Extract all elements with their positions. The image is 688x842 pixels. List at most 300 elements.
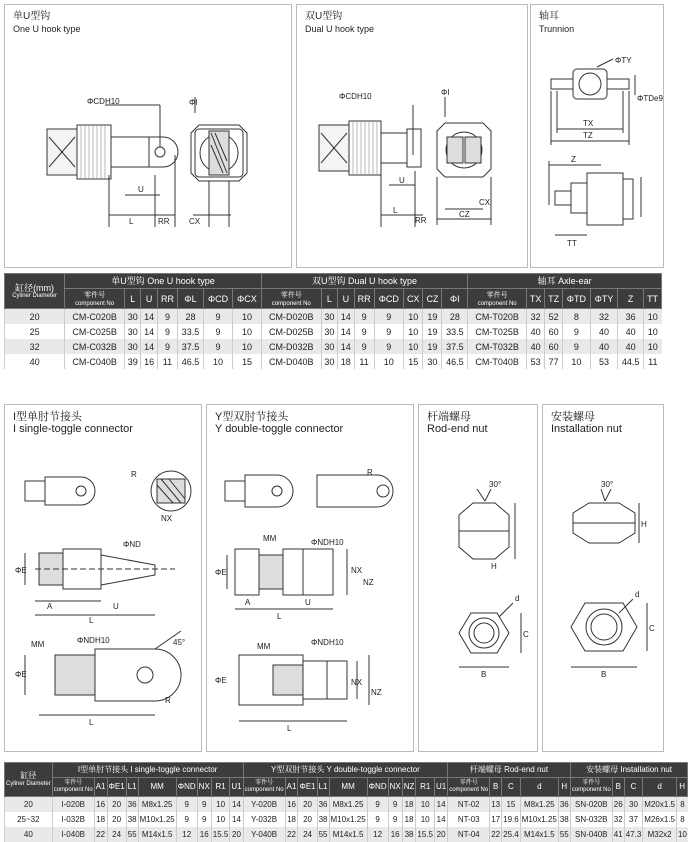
table-cell: 9: [354, 339, 374, 354]
table-cell: CM-D032B: [261, 339, 321, 354]
col-header: MM: [329, 778, 367, 797]
table-cell: 10: [416, 812, 435, 827]
ndh2-label: ΦNDH10: [311, 638, 344, 647]
table-cell: M20x1.5: [643, 797, 677, 813]
table-cell: 9: [562, 324, 590, 339]
nx-label: NX: [351, 566, 363, 575]
deg-label: 30°: [489, 480, 502, 489]
table-cell: 40: [590, 324, 617, 339]
table-cell: 40: [526, 339, 544, 354]
table-cell: 14: [141, 324, 157, 339]
bore-cell: 40: [5, 827, 53, 842]
table-cell: M10x1.25: [138, 812, 176, 827]
table-cell: 16: [141, 354, 157, 369]
table-row: [5, 797, 688, 813]
table-cell: 10: [211, 797, 230, 813]
col-header: B: [490, 778, 502, 797]
y-double-toggle-drawing: [207, 405, 413, 751]
table-cell: 13: [490, 797, 502, 813]
d-label: d: [635, 590, 640, 599]
table-cell: 14: [141, 339, 157, 354]
part-no-header: 零件号 component No: [448, 778, 490, 797]
tt-label: TT: [567, 239, 577, 248]
table-cell: 10: [211, 812, 230, 827]
col-header: U: [141, 289, 157, 309]
col-header: ΦCD: [374, 289, 403, 309]
bore-cell: 25: [5, 324, 65, 339]
table-cell: 9: [176, 812, 197, 827]
table-cell: SN-020B: [570, 797, 612, 813]
table-cell: 32: [612, 812, 624, 827]
table-cell: 9: [197, 797, 211, 813]
installation-nut-drawing: [543, 405, 663, 751]
panel-rod-end-nut: [418, 404, 538, 752]
table-cell: 30: [125, 339, 141, 354]
col-header: NX: [388, 778, 402, 797]
table-cell: 9: [562, 339, 590, 354]
col-header: d: [643, 778, 677, 797]
nz-label: NZ: [363, 578, 374, 587]
table-cell: 60: [545, 339, 563, 354]
mm-label: MM: [263, 534, 277, 543]
group-header: Y型双肘节接头 Y double-toggle connector: [243, 763, 448, 778]
phi-l-label: ΦI: [441, 88, 450, 97]
table-cell: NT-02: [448, 797, 490, 813]
table-cell: CM-D025B: [261, 324, 321, 339]
table-cell: 8: [676, 797, 687, 813]
table-cell: 9: [388, 812, 402, 827]
table-cell: 55: [126, 827, 138, 842]
table-cell: 41: [612, 827, 624, 842]
panel-title-en: Trunnion: [539, 24, 575, 34]
bore-cell: 40: [5, 354, 65, 369]
col-header: NX: [197, 778, 211, 797]
table-cell: SN-032B: [570, 812, 612, 827]
table-cell: Y-040B: [243, 827, 285, 842]
cx-label: CX: [189, 217, 201, 226]
table-cell: 19: [423, 324, 442, 339]
col-header: CZ: [423, 289, 442, 309]
c-label: C: [649, 624, 655, 633]
table-cell: 22: [490, 827, 502, 842]
table-cell: 37.5: [178, 339, 204, 354]
col-header: L: [125, 289, 141, 309]
angle-label: 45°: [173, 638, 186, 647]
group-header: 双U型钩 Dual U hook type: [261, 274, 468, 289]
part-no-header: 零件号 component No: [243, 778, 285, 797]
col-header: A1: [94, 778, 107, 797]
table-cell: 10: [233, 324, 262, 339]
col-header: d: [520, 778, 558, 797]
table-cell: 10: [203, 354, 232, 369]
table-cell: 10: [644, 324, 662, 339]
table-cell: 52: [545, 309, 563, 325]
table-cell: 33.5: [442, 324, 468, 339]
table-cell: M26x1.5: [643, 812, 677, 827]
table-cell: 9: [354, 324, 374, 339]
b-label: B: [601, 670, 607, 679]
table-cell: Y-020B: [243, 797, 285, 813]
mm2-label: MM: [257, 642, 271, 651]
table-cell: 14: [141, 309, 157, 325]
dual-u-hook-drawing: [297, 5, 527, 267]
table-cell: CM-C025B: [65, 324, 125, 339]
col-header: ΦE1: [107, 778, 126, 797]
table-cell: 11: [354, 354, 374, 369]
panel-title-en: Y double-toggle connector: [215, 423, 344, 435]
col-header: C: [624, 778, 643, 797]
table-cell: 30: [624, 797, 643, 813]
panel-trunnion: [530, 4, 664, 268]
table-cell: 18: [402, 797, 416, 813]
col-header: ΦCX: [233, 289, 262, 309]
table-cell: M32x2: [643, 827, 677, 842]
table-cell: 38: [317, 812, 329, 827]
panel-title-en: Rod-end nut: [427, 423, 488, 435]
table-cell: 15: [403, 354, 423, 369]
h-label: H: [641, 520, 647, 529]
col-header: U1: [230, 778, 243, 797]
e2-label: ΦE: [215, 676, 227, 685]
table-cell: 9: [197, 812, 211, 827]
table-cell: 30: [321, 339, 337, 354]
table-cell: 8: [562, 309, 590, 325]
table-cell: 32: [590, 309, 617, 325]
table-cell: 40: [526, 324, 544, 339]
table-cell: 15.5: [211, 827, 230, 842]
col-header: RR: [157, 289, 177, 309]
table-cell: M8x1.25: [329, 797, 367, 813]
part-no-header: 零件号 component No: [52, 778, 94, 797]
table-cell: 33.5: [178, 324, 204, 339]
table-cell: 40: [618, 339, 644, 354]
b-label: B: [481, 670, 487, 679]
ndh-label: ΦNDH10: [311, 538, 344, 547]
a-label: A: [47, 602, 53, 611]
spec-table-hooks: [4, 273, 662, 369]
table-cell: 15: [502, 797, 521, 813]
table-cell: 18: [94, 812, 107, 827]
table-cell: 55: [317, 827, 329, 842]
table-cell: 22: [285, 827, 298, 842]
table-cell: 17: [490, 812, 502, 827]
table-cell: 19.6: [502, 812, 521, 827]
table-cell: 14: [338, 324, 354, 339]
u-label: U: [305, 598, 311, 607]
table-cell: 77: [545, 354, 563, 369]
part-no-header: 零件号 component No: [65, 289, 125, 309]
bore-header: 缸径 Cyliner Diameter: [5, 763, 53, 797]
table-cell: 9: [176, 797, 197, 813]
table-cell: 32: [526, 309, 544, 325]
r2-label: R: [165, 696, 171, 705]
bore-header: 缸径(mm) Cyliner Diameter: [5, 274, 65, 309]
table-cell: CM-D020B: [261, 309, 321, 325]
table-cell: 9: [388, 797, 402, 813]
table-cell: 40: [590, 339, 617, 354]
table-cell: CM-D040B: [261, 354, 321, 369]
col-header: CX: [403, 289, 423, 309]
table-cell: M10x1.25: [520, 812, 558, 827]
col-header: ΦI: [442, 289, 468, 309]
table-cell: 28: [178, 309, 204, 325]
cz-label: CZ: [459, 210, 470, 219]
table-cell: 47.3: [624, 827, 643, 842]
table-cell: 16: [94, 797, 107, 813]
table-cell: CM-T025B: [468, 324, 527, 339]
table-cell: 38: [558, 812, 570, 827]
table-cell: 11: [644, 354, 662, 369]
bore-cell: 20: [5, 797, 53, 813]
cdh-label: ΦCDH10: [87, 97, 120, 106]
table-cell: 30: [125, 324, 141, 339]
table-cell: 9: [203, 339, 232, 354]
table-cell: 18: [338, 354, 354, 369]
table-cell: 9: [354, 309, 374, 325]
table-cell: 10: [403, 309, 423, 325]
table-cell: 28: [442, 309, 468, 325]
table-cell: 36: [618, 309, 644, 325]
table-cell: 20: [298, 797, 317, 813]
l-label: L: [393, 206, 398, 215]
table-cell: 9: [203, 324, 232, 339]
panel-i-single-toggle: [4, 404, 202, 752]
table-cell: 22: [94, 827, 107, 842]
mm-label: MM: [31, 640, 45, 649]
table-cell: 30: [423, 354, 442, 369]
table-cell: 19: [423, 339, 442, 354]
table-cell: I-032B: [52, 812, 94, 827]
panel-title-cn: 单U型钩: [13, 11, 51, 22]
group-header: 轴耳 Axle-ear: [468, 274, 662, 289]
col-header: RR: [354, 289, 374, 309]
table-cell: CM-C020B: [65, 309, 125, 325]
table-cell: 10: [676, 827, 687, 842]
col-header: H: [676, 778, 687, 797]
table-cell: 39: [125, 354, 141, 369]
table-cell: 15: [233, 354, 262, 369]
panel-title-en: Installation nut: [551, 423, 622, 435]
table-cell: M14x1.5: [329, 827, 367, 842]
table-cell: 9: [367, 812, 388, 827]
col-header: B: [612, 778, 624, 797]
col-header: ΦL: [178, 289, 204, 309]
table-cell: 16: [197, 827, 211, 842]
deg-label: 30°: [601, 480, 614, 489]
l-label: L: [129, 217, 134, 226]
d-label: d: [515, 594, 520, 603]
table-cell: 20: [298, 812, 317, 827]
cdh-label: ΦCDH10: [339, 92, 372, 101]
col-header: Z: [618, 289, 644, 309]
table-cell: 53: [526, 354, 544, 369]
table-cell: 18: [402, 812, 416, 827]
panel-title-cn: Y型双肘节接头: [215, 411, 289, 423]
one-u-hook-drawing: [5, 5, 291, 267]
c-label: C: [523, 630, 529, 639]
table-cell: 37: [624, 812, 643, 827]
col-header: L1: [126, 778, 138, 797]
l-label: L: [89, 616, 94, 625]
table-cell: 20: [434, 827, 447, 842]
table-cell: 15.5: [416, 827, 435, 842]
table-cell: 9: [374, 339, 403, 354]
table-cell: 9: [367, 797, 388, 813]
table-row: [5, 309, 662, 325]
col-header: A1: [285, 778, 298, 797]
table-cell: 9: [157, 309, 177, 325]
phi-l-label: ΦI: [189, 98, 198, 107]
part-no-header: 零件号 component No: [570, 778, 612, 797]
table-cell: NT-03: [448, 812, 490, 827]
ty-label: ΦTY: [615, 56, 632, 65]
table-cell: M10x1.25: [329, 812, 367, 827]
table-cell: 53: [590, 354, 617, 369]
table-cell: 14: [338, 309, 354, 325]
l-label: L: [277, 612, 282, 621]
table-cell: CM-T040B: [468, 354, 527, 369]
table-cell: 14: [338, 339, 354, 354]
table-cell: 10: [233, 309, 262, 325]
table-cell: 10: [562, 354, 590, 369]
panel-one-u-hook: [4, 4, 292, 268]
panel-title-cn: 杆端螺母: [427, 411, 471, 423]
ndh-label: ΦNDH10: [77, 636, 110, 645]
e2-label: ΦE: [15, 670, 27, 679]
table-cell: 55: [558, 827, 570, 842]
col-header: C: [502, 778, 521, 797]
panel-installation-nut: [542, 404, 664, 752]
table-cell: 10: [644, 339, 662, 354]
l2-label: L: [89, 718, 94, 727]
table-cell: CM-T020B: [468, 309, 527, 325]
table-cell: 19: [423, 309, 442, 325]
rr-label: RR: [415, 216, 427, 225]
bore-cell: 20: [5, 309, 65, 325]
table-cell: 24: [298, 827, 317, 842]
col-header: TX: [526, 289, 544, 309]
table-cell: NT-04: [448, 827, 490, 842]
col-header: U: [338, 289, 354, 309]
table-cell: I-040B: [52, 827, 94, 842]
table-cell: 10: [233, 339, 262, 354]
table-cell: 14: [434, 797, 447, 813]
table-cell: 18: [285, 812, 298, 827]
table-cell: 30: [321, 324, 337, 339]
col-header: H: [558, 778, 570, 797]
nx-label: NX: [161, 514, 173, 523]
table-row: [5, 354, 662, 369]
col-header: U1: [434, 778, 447, 797]
panel-title-en: One U hook type: [13, 24, 81, 34]
table-cell: 24: [107, 827, 126, 842]
col-header: R1: [416, 778, 435, 797]
col-header: L: [321, 289, 337, 309]
cx-label: CX: [479, 198, 491, 207]
table-cell: 11: [157, 354, 177, 369]
group-header: 杆端螺母 Rod-end nut: [448, 763, 571, 778]
u-label: U: [113, 602, 119, 611]
table-cell: 30: [125, 309, 141, 325]
table-cell: M8x1.25: [520, 797, 558, 813]
table-row: [5, 339, 662, 354]
table-row: [5, 827, 688, 842]
a-label: A: [245, 598, 251, 607]
table-cell: 38: [126, 812, 138, 827]
table-cell: 9: [203, 309, 232, 325]
nd-label: ΦND: [123, 540, 141, 549]
tz-label: TZ: [583, 131, 593, 140]
table-cell: 8: [676, 812, 687, 827]
td-label: ΦTDe9: [637, 94, 663, 103]
table-row: [5, 324, 662, 339]
col-header: ΦTD: [562, 289, 590, 309]
table-cell: 30: [321, 309, 337, 325]
panel-title-cn: 轴耳: [539, 11, 559, 22]
rod-end-nut-drawing: [419, 405, 537, 751]
table-cell: SN-040B: [570, 827, 612, 842]
i-single-toggle-drawing: [5, 405, 201, 751]
table-cell: 44.5: [618, 354, 644, 369]
z-label: Z: [571, 155, 576, 164]
bore-cell: 32: [5, 339, 65, 354]
table-cell: 46.5: [442, 354, 468, 369]
table-cell: CM-T032B: [468, 339, 527, 354]
h-label: H: [491, 562, 497, 571]
nx2-label: NX: [351, 678, 363, 687]
table-cell: M8x1.25: [138, 797, 176, 813]
table-cell: M14x1.5: [520, 827, 558, 842]
group-header: I型单肘节接头 I single-toggle connector: [52, 763, 243, 778]
r-label: R: [367, 468, 373, 477]
table-cell: CM-C040B: [65, 354, 125, 369]
col-header: ΦND: [367, 778, 388, 797]
group-header: 安装螺母 Installation nut: [570, 763, 688, 778]
col-header: ΦTY: [590, 289, 617, 309]
table-cell: 26: [612, 797, 624, 813]
part-no-header: 零件号 component No: [261, 289, 321, 309]
spec-table-connectors: [4, 762, 688, 842]
panel-title-cn: 安装螺母: [551, 411, 595, 423]
nz2-label: NZ: [371, 688, 382, 697]
table-cell: 10: [374, 354, 403, 369]
rr-label: RR: [158, 217, 170, 226]
col-header: NZ: [402, 778, 416, 797]
table-cell: 36: [317, 797, 329, 813]
r-label: R: [131, 470, 137, 479]
table-cell: 60: [545, 324, 563, 339]
table-cell: I-020B: [52, 797, 94, 813]
table-cell: 10: [403, 339, 423, 354]
panel-y-double-toggle: [206, 404, 414, 752]
col-header: L1: [317, 778, 329, 797]
col-header: ΦE1: [298, 778, 317, 797]
table-cell: 36: [126, 797, 138, 813]
table-cell: 25.4: [502, 827, 521, 842]
group-header: 单U型钩 One U hook type: [65, 274, 262, 289]
table-cell: 14: [434, 812, 447, 827]
trunnion-drawing: [531, 5, 663, 267]
panel-title-cn: 双U型钩: [305, 11, 343, 22]
table-cell: 14: [230, 797, 243, 813]
e-label: ΦE: [15, 566, 27, 575]
table-cell: 10: [403, 324, 423, 339]
table-cell: 38: [402, 827, 416, 842]
u-label: U: [138, 185, 144, 194]
table-cell: CM-C032B: [65, 339, 125, 354]
panel-title-en: I single-toggle connector: [13, 423, 133, 435]
table-cell: 36: [558, 797, 570, 813]
